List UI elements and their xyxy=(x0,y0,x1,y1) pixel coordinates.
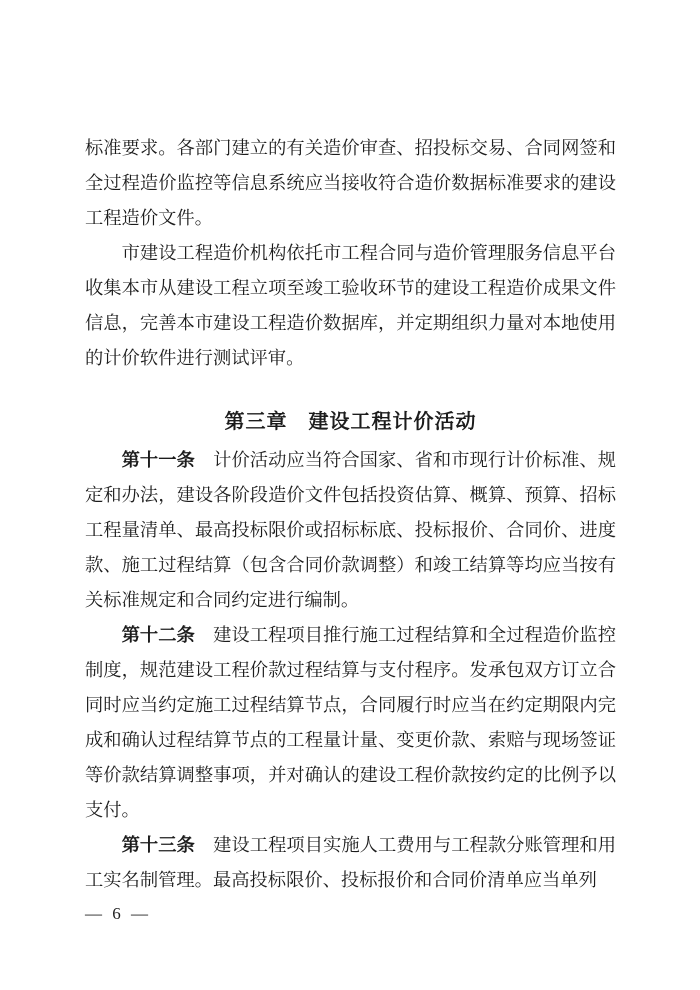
article-number: 第十二条 xyxy=(121,625,195,645)
article-number: 第十三条 xyxy=(121,835,195,855)
article-paragraph xyxy=(85,443,616,618)
paragraph-continuation: 标准要求。各部门建立的有关造价审查、招投标交易、合同网签和全过程造价监控等信息系统应当接收符合造价数据标准要求的建设工程造价文件。 xyxy=(85,138,616,228)
article-paragraph xyxy=(85,828,616,898)
paragraph: 市建设工程造价机构依托市工程合同与造价管理服务信息平台收集本市从建设工程立项至竣工验收环节的建设工程造价成果文件信息，完善本市建设工程造价数据库，并定期组织力量对本地使用的计价软件进行测试评审。 xyxy=(85,243,616,368)
article-paragraph xyxy=(85,618,616,828)
page-number: — 6 — xyxy=(85,904,151,923)
article-text: 建设工程项目推行施工过程结算和全过程造价监控制度，规范建设工程价款过程结算与支付程序。发承包双方订立合同时应当约定施工过程结算节点，合同履行时应当在约定期限内完成和确认过程结算节点的工程量计量、变更价款、索赔与现场签证等价款结算调整事项，并对确认的建设工程价款按约定的比例予以支付。 xyxy=(85,625,617,820)
article-text: 计价活动应当符合国家、省和市现行计价标准、规定和办法，建设各阶段造价文件包括投资估算、概算、预算、招标工程量清单、最高投标限价或招标标底、投标报价、合同价、进度款、施工过程结算（包含合同价款调整）和竣工结算等均应当按有关标准规定和合同约定进行编制。 xyxy=(85,450,617,610)
article-text: 建设工程项目实施人工费用与工程款分账管理和用工实名制管理。最高投标限价、投标报价和合同价清单应当单列 xyxy=(85,835,617,890)
article-number: 第十一条 xyxy=(121,450,195,470)
chapter-heading: 第三章 建设工程计价活动 xyxy=(224,411,477,433)
document-body xyxy=(85,131,616,898)
